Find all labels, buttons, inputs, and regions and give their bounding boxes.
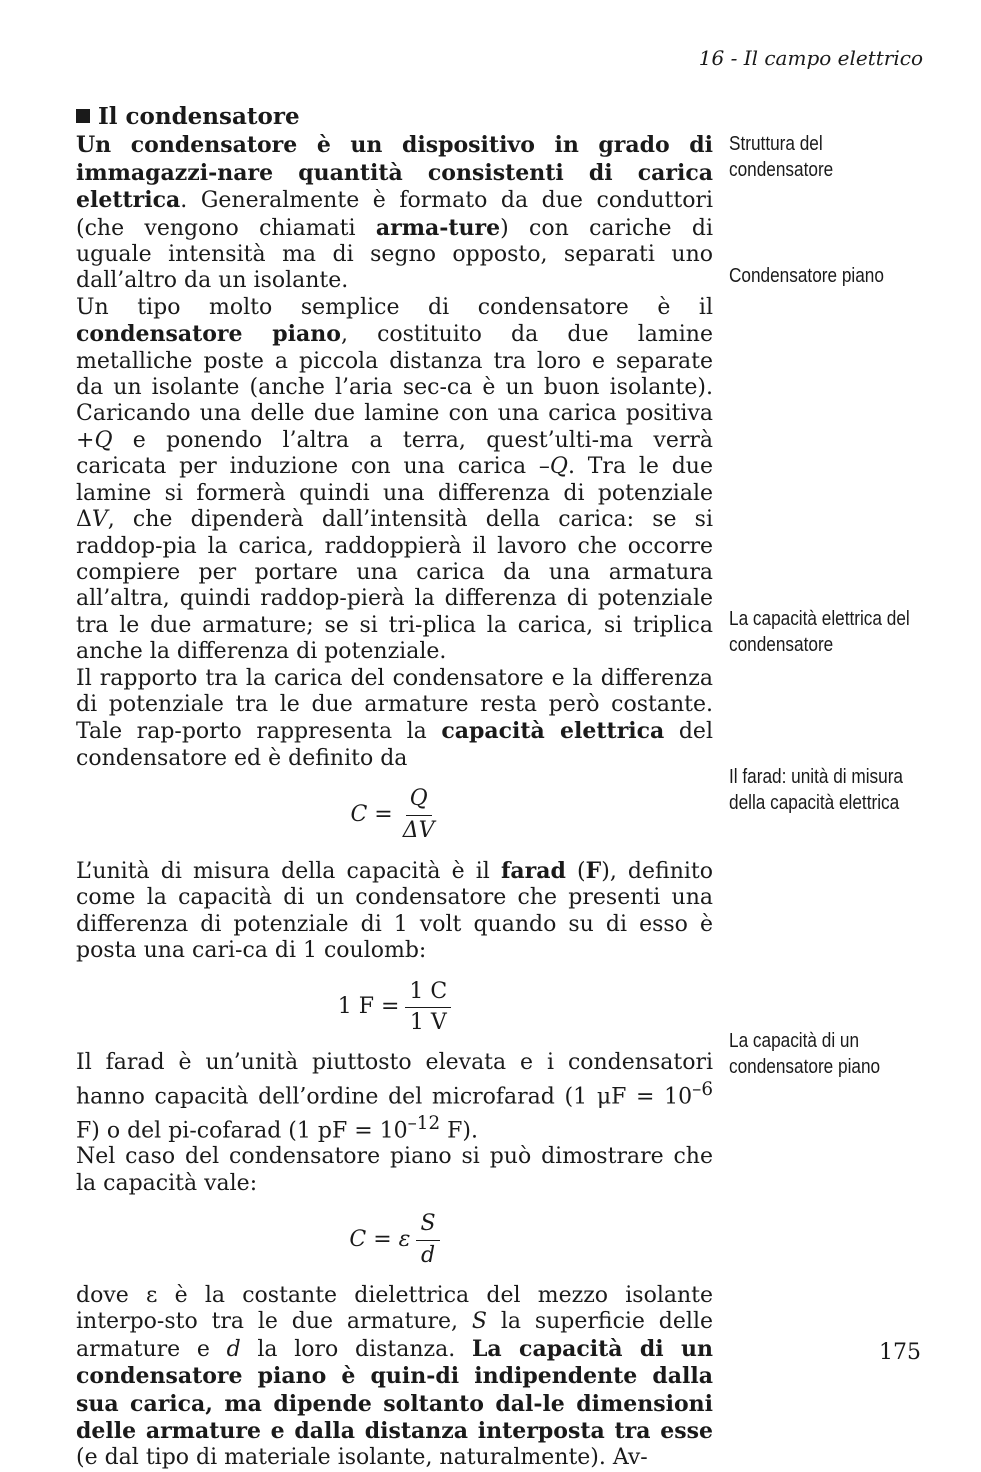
denominator: ΔV [402, 817, 435, 843]
margin-note-structure: Struttura del condensatore [729, 133, 834, 181]
formula-plane-capacity [76, 1211, 713, 1269]
text: e ponendo l’altra a terra, quest’ulti-ma verrà caricata per induzione con una carica – [76, 427, 713, 480]
text: dove ε è la costante dielettrica del mezzo isolante interpo-sto tra le due armature, [76, 1282, 713, 1335]
text: ( [565, 858, 586, 884]
text: . Tra le due lamine si formerà quindi una differenza di potenziale Δ [76, 454, 713, 533]
section-heading [76, 104, 713, 130]
formula-capacity [76, 786, 713, 844]
exponent: –6 [692, 1078, 713, 1100]
bold-term: capacità elettrica [441, 718, 665, 745]
paragraph-plane-capacitor [76, 295, 713, 666]
bold-definition: Un condensatore è un dispositivo in grado di immagazzi-nare quantità consistenti di carica elettrica [76, 132, 713, 214]
fraction [405, 979, 451, 1037]
paragraph-farad [76, 858, 713, 965]
margin-note-farad: Il farad: unità di misura della capacità elettrica [729, 766, 904, 814]
denominator: d [420, 1242, 436, 1268]
paragraph-plane-capacity [76, 1144, 713, 1197]
paragraph-microfarad [76, 1050, 713, 1144]
text: la loro distanza. [240, 1336, 472, 1362]
formula-farad [76, 979, 713, 1037]
text: la superficie delle armature e [76, 1309, 713, 1362]
numerator: S [416, 1211, 439, 1240]
text: ), definito come la capacità di un condensatore che presenti una differenza di potenziale di 1 volt quando su di esso è posta una cari-ca di 1 coulomb: [76, 858, 713, 964]
margin-note-plane-capacity: La capacità di un condensatore piano [729, 1030, 881, 1078]
math-var: d [226, 1336, 241, 1362]
math-var: V [91, 507, 108, 533]
text: Il farad è un’unità piuttosto elevata e i condensatori hanno capacità dell’ordine del microfarad (1 μF = 10 [76, 1050, 713, 1110]
formula-lhs: C = [350, 801, 393, 827]
math-var: Q [549, 454, 568, 480]
text: ) con cariche di uguale intensità ma di segno opposto, separati uno dall’altro da un isolante. [76, 215, 713, 294]
main-text [76, 104, 713, 1472]
text: . Generalmente è formato da due conduttori (che vengono chiamati [76, 188, 713, 241]
text: Un tipo molto semplice di condensatore è il [76, 294, 713, 320]
bold-statement: La capacità di un condensatore piano è quin-di indipendente dalla sua carica, ma dipende soltanto dal-le dimensioni delle armature e dalla distanza interposta tra esse [76, 1335, 713, 1444]
text: (e dal tipo di materiale isolante, naturalmente). Av- [76, 1445, 648, 1471]
paragraph-capacity [76, 666, 713, 773]
page-number: 175 [879, 1340, 921, 1365]
numerator: Q [406, 786, 432, 815]
exponent: –12 [407, 1112, 441, 1134]
square-bullet-icon [76, 109, 90, 123]
formula-lhs: 1 F = [337, 994, 400, 1020]
paragraph-dielectric [76, 1283, 713, 1472]
numerator: 1 C [405, 979, 451, 1008]
fraction [399, 786, 439, 844]
margin-note-plane: Condensatore piano [729, 265, 884, 287]
denominator: 1 V [409, 1010, 447, 1035]
text: , che dipenderà dall’intensità della carica: se si raddop-pia la carica, raddoppierà il lavoro che occorre compiere per portare una carica da una armatura all’altra, quindi raddop-pierà la differenza di potenziale tra le due armature; se si tri-plica la carica, si triplica anche la differenza di potenziale. [76, 507, 713, 665]
paragraph-structure [76, 132, 713, 294]
text: L’unità di misura della capacità è il [76, 858, 501, 884]
text: , costituito da due lamine metalliche poste a piccola distanza tra loro e separate da un isolante (anche l’aria sec-ca è un buon isolante). Caricando una delle due lamine con una carica positiva + [76, 322, 713, 453]
bold-term: farad [500, 857, 566, 884]
text: F) o del pi-cofarad (1 pF = 10 [76, 1117, 408, 1143]
running-head: 16 - Il campo elettrico [698, 46, 923, 70]
text: Nel caso del condensatore piano si può dimostrare che la capacità vale: [76, 1144, 713, 1196]
text: F). [440, 1117, 478, 1143]
math-var: S [471, 1309, 487, 1335]
math-var: Q [94, 427, 113, 453]
section-title: Il condensatore [98, 103, 300, 130]
bold-term: F [585, 857, 602, 884]
text: Il rapporto tra la carica del condensatore e la differenza di potenziale tra le due armature resta però costante. Tale rap-porto rappresenta la [76, 665, 713, 745]
formula-lhs: C = ε [349, 1226, 411, 1252]
margin-note-capacity: La capacità elettrica del condensatore [729, 608, 910, 656]
fraction [416, 1211, 439, 1269]
bold-term: condensatore piano [76, 321, 341, 348]
text: del condensatore ed è definito da [76, 719, 713, 771]
bold-term: arma-ture [375, 214, 501, 241]
